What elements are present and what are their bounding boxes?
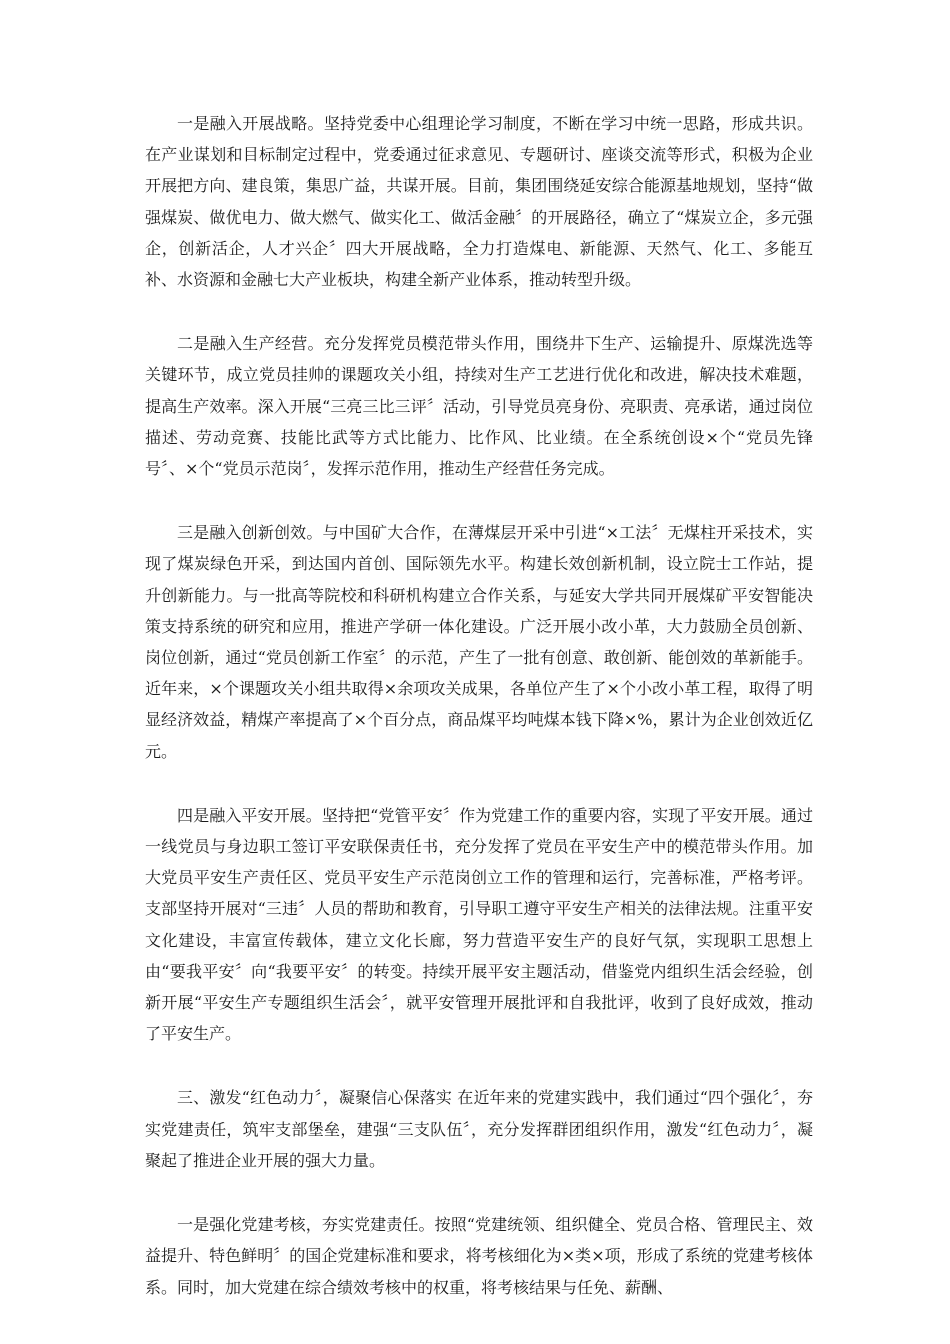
document-body — [145, 108, 813, 1303]
paragraph-integrate-innovation: 三是融入创新创效。与中国矿大合作，在薄煤层开采中引进“×工法〞无煤柱开采技术，实现了煤炭绿色开采，到达国内首创、国际领先水平。构建长效创新机制，设立院士工作站，提升创新能力。与一批高等院校和科研机构建立合作关系，与延安大学共同开展煤矿平安智能决策支持系统的研究和应用，推进产学研一体化建设。广泛开展小改小革，大力鼓励全员创新、岗位创新，通过“党员创新工作室〞的示范，产生了一批有创意、敢创新、能创效的革新能手。近年来，×个课题攻关小组共取得×余项攻关成果，各单位产生了×个小改小革工程，取得了明显经济效益，精煤产率提高了×个百分点，商品煤平均吨煤本钱下降×%，累计为企业创效近亿元。 — [145, 523, 813, 761]
paragraph-integrate-development-strategy: 一是融入开展战略。坚持党委中心组理论学习制度，不断在学习中统一思路，形成共识。在产业谋划和目标制定过程中，党委通过征求意见、专题研讨、座谈交流等形式，积极为企业开展把方向、建良策，集思广益，共谋开展。目前，集团围绕延安综合能源基地规划，坚持“做强煤炭、做优电力、做大燃气、做实化工、做活金融〞的开展路径，确立了“煤炭立企，多元强企，创新活企，人才兴企〞四大开展战略，全力打造煤电、新能源、天然气、化工、多能互补、水资源和金融七大产业板块，构建全新产业体系，推动转型升级。 — [145, 114, 813, 290]
paragraph-integrate-safety-development: 四是融入平安开展。坚持把“党管平安〞作为党建工作的重要内容，实现了平安开展。通过一线党员与身边职工签订平安联保责任书，充分发挥了党员在平安生产中的模范带头作用。加大党员平安生产责任区、党员平安生产示范岗创立工作的管理和运行，完善标准，严格考评。支部坚持开展对“三违〞人员的帮助和教育，引导职工遵守平安生产相关的法律法规。注重平安文化建设，丰富宣传载体，建立文化长廊，努力营造平安生产的良好气氛，实现职工思想上由“要我平安〞向“我要平安〞的转变。持续开展平安主题活动，借鉴党内组织生活会经验，创新开展“平安生产专题组织生活会〞，就平安管理开展批评和自我批评，收到了良好成效，推动了平安生产。 — [145, 805, 813, 1044]
paragraph-section-three-red-power: 三、激发“红色动力〞，凝聚信心保落实 在近年来的党建实践中，我们通过“四个强化〞，夯实党建责任，筑牢支部堡垒，建强“三支队伍〞，充分发挥群团组织作用，激发“红色动力〞，凝聚起了推进企业开展的强大力量。 — [145, 1088, 813, 1170]
paragraph-strengthen-party-assessment: 一是强化党建考核，夯实党建责任。按照“党建统领、组织健全、党员合格、管理民主、效益提升、特色鲜明〞的国企党建标准和要求，将考核细化为×类×项，形成了系统的党建考核体系。同时，加大党建在综合绩效考核中的权重，将考核结果与任免、薪酬、 — [145, 1215, 813, 1297]
paragraph-integrate-production-operation: 二是融入生产经营。充分发挥党员模范带头作用，围绕井下生产、运输提升、原煤洗选等关键环节，成立党员挂帅的课题攻关小组，持续对生产工艺进行优化和改进，解决技术难题，提高生产效率。深入开展“三亮三比三评〞活动，引导党员亮身份、亮职责、亮承诺，通过岗位描述、劳动竞赛、技能比武等方式比能力、比作风、比业绩。在全系统创设×个“党员先锋号〞、×个“党员示范岗〞，发挥示范作用，推动生产经营任务完成。 — [145, 334, 813, 479]
